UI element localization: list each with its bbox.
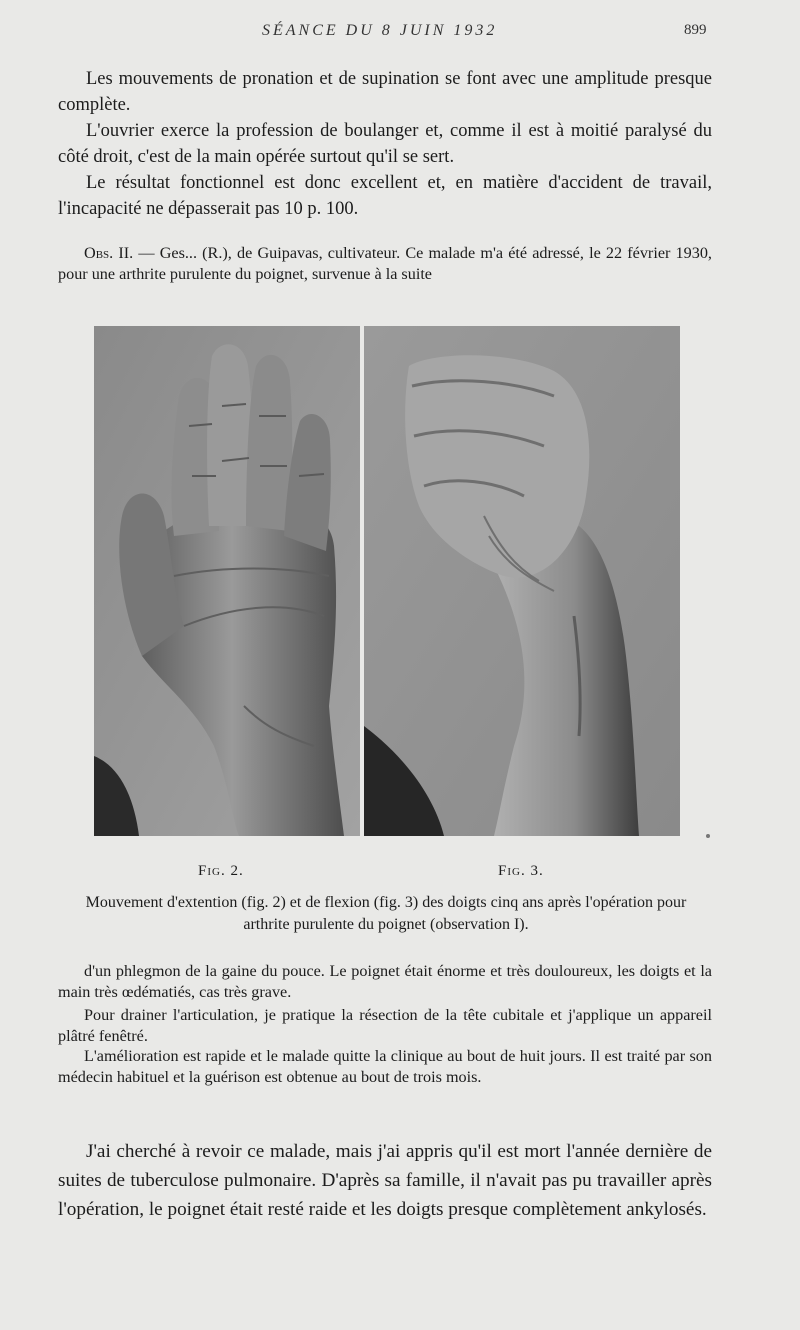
page-number: 899 xyxy=(684,22,707,38)
fig3-label: Fig. 3. xyxy=(498,863,544,879)
fig2-label: Fig. 2. xyxy=(198,863,244,879)
running-title: SÉANCE DU 8 JUIN 1932 xyxy=(262,22,498,39)
paragraph-drainage: Pour drainer l'articulation, je pratique la résection de la tête cubitale et j'applique un appareil plâtré fenêtré. xyxy=(58,1006,712,1045)
paragraph-pronation: Les mouvements de pronation et de supination se font avec une amplitude presque complète. xyxy=(58,69,712,115)
observation-text: — Ges... (R.), de Guipavas, cultivateur. Ce malade m'a été adressé, le 22 février 1930, pour une arthrite purulente du poignet, survenue à la suite xyxy=(58,244,712,283)
photo-hand-flexion xyxy=(364,326,680,836)
figure-caption: Mouvement d'extention (fig. 2) et de flexion (fig. 3) des doigts cinq ans après l'opération pour arthrite purulente du poignet (observation I). xyxy=(85,894,687,933)
running-head xyxy=(0,22,800,46)
paragraph-phlegmon: d'un phlegmon de la gaine du pouce. Le poignet était énorme et très douloureux, les doigts et la main très œdématiés, cas très grave. xyxy=(58,962,712,1001)
paragraph-improvement: L'amélioration est rapide et le malade quitte la clinique au bout de huit jours. Il est traité par son médecin habituel et la guérison est obtenue au bout de trois mois. xyxy=(58,1047,712,1086)
paragraph-profession: L'ouvrier exerce la profession de boulanger et, comme il est à moitié paralysé du côté droit, c'est de la main opérée surtout qu'il se sert. xyxy=(58,121,712,167)
observation-two-intro xyxy=(58,243,712,285)
figure-plate xyxy=(94,326,680,836)
observation-label: Obs. II. xyxy=(84,244,134,262)
paragraph-follow-up: J'ai cherché à revoir ce malade, mais j'ai appris qu'il est mort l'année dernière de suites de tuberculose pulmonaire. D'après sa famille, il n'avait pas pu travailler après l'opération, le poignet était resté raide et les doigts presque complètement ankylosés. xyxy=(58,1141,712,1220)
paragraph-result: Le résultat fonctionnel est donc excellent et, en matière d'accident de travail, l'incapacité ne dépasserait pas 10 p. 100. xyxy=(58,173,712,219)
print-speck xyxy=(706,834,710,838)
photo-hand-extension xyxy=(94,326,360,836)
